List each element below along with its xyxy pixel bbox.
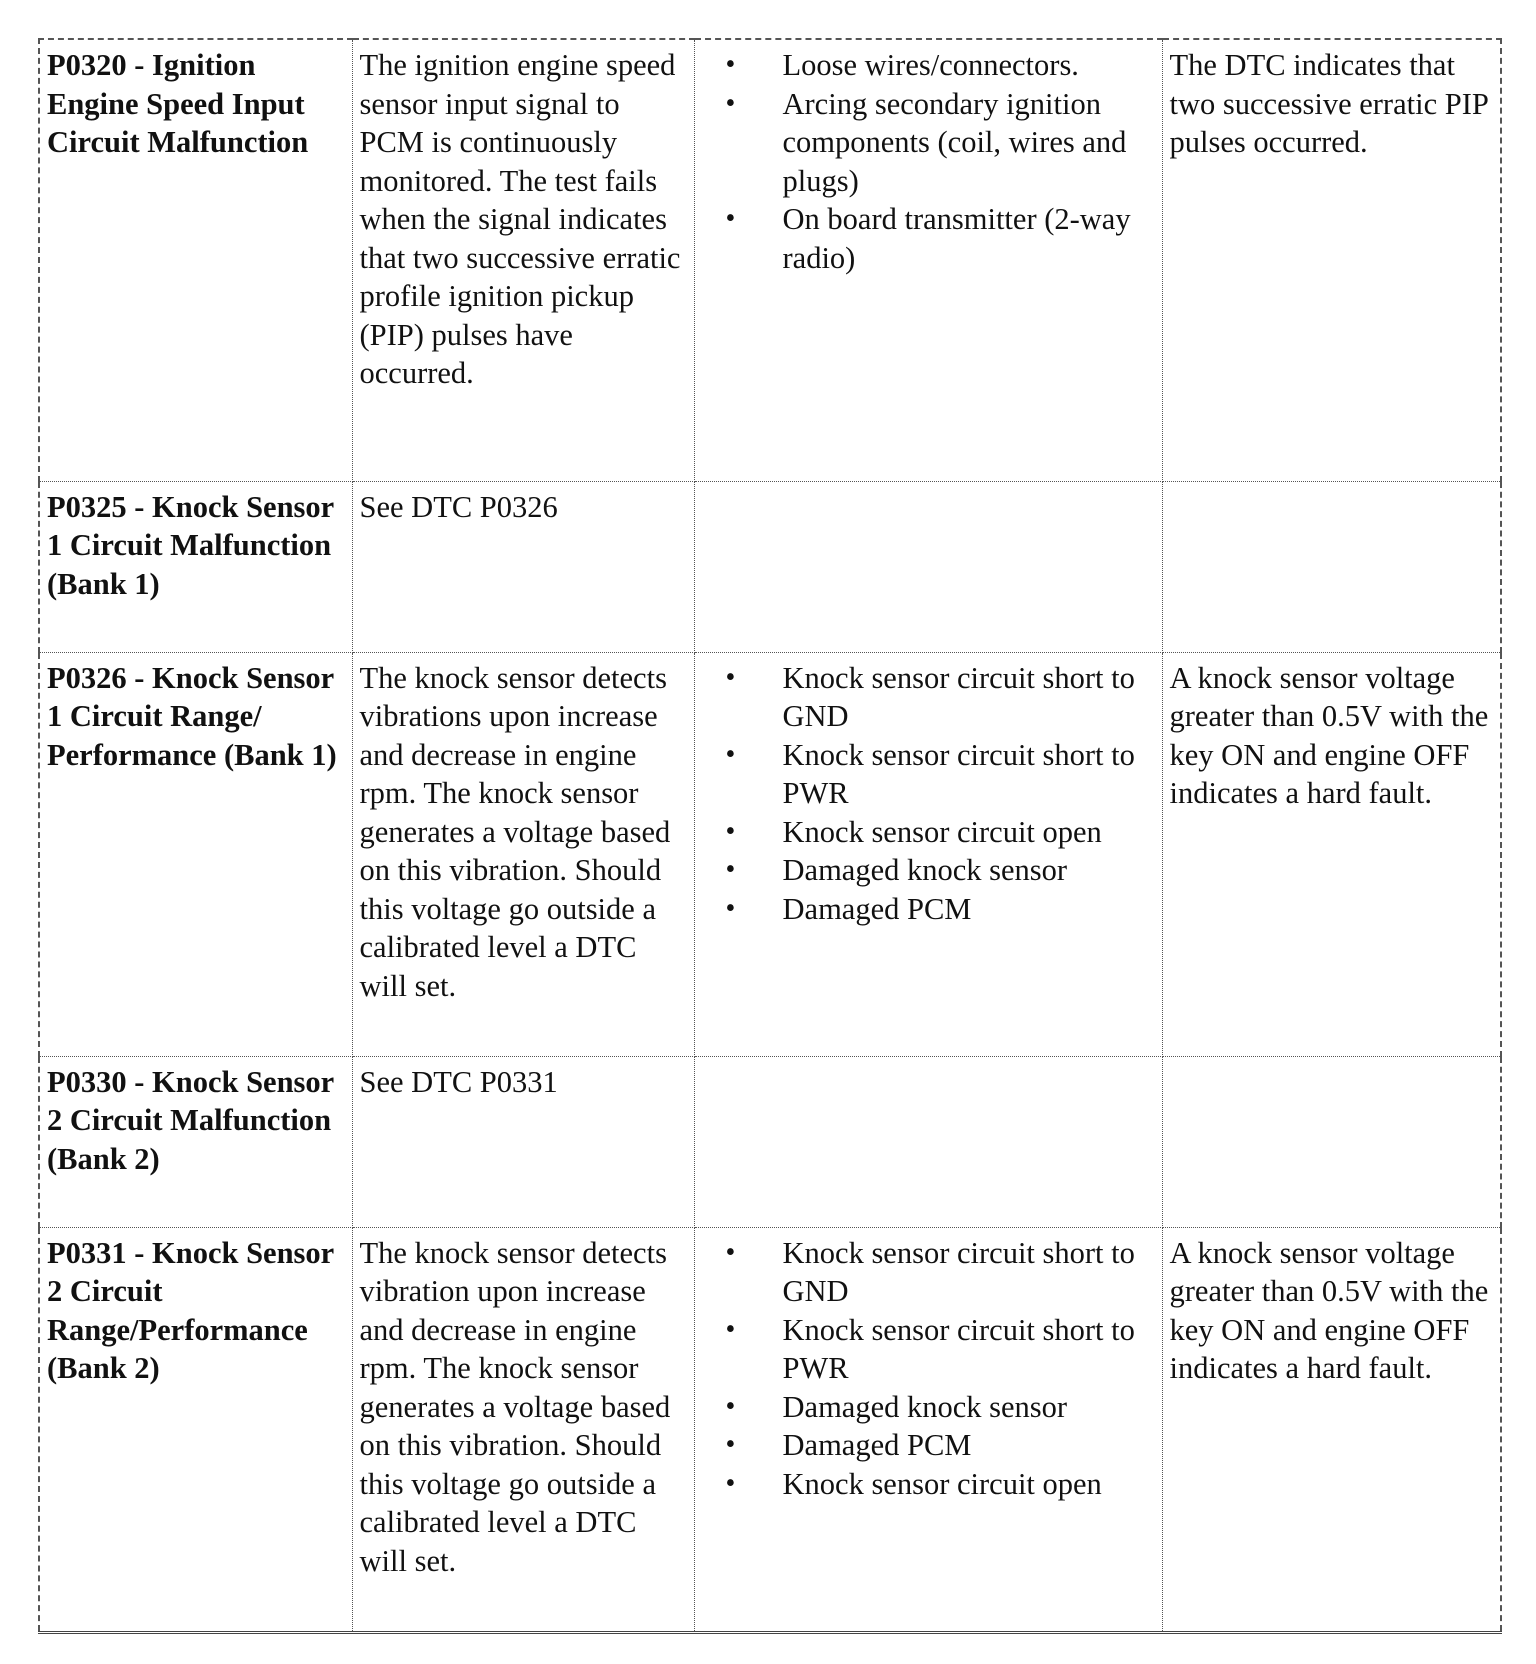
list-item: • Knock sensor circuit open <box>783 813 1158 852</box>
dtc-causes-cell <box>694 652 1162 1056</box>
list-item: • Damaged PCM <box>783 890 1158 929</box>
list-item: • On board transmitter (2-way radio) <box>783 200 1158 277</box>
dtc-description-cell: The knock sensor detects vibration upon increase and decrease in engine rpm. The knock sensor generates a voltage based on this vibration. Should this voltage go outside a calibrated level a DTC will set. <box>352 1227 694 1632</box>
dtc-causes-cell <box>694 39 1162 481</box>
causes-list <box>703 659 1158 929</box>
dtc-condition-cell: A knock sensor voltage greater than 0.5V with the key ON and engine OFF indicates a hard fault. <box>1162 652 1501 1056</box>
dtc-condition-cell <box>1162 481 1501 652</box>
dtc-description-cell: See DTC P0326 <box>352 481 694 652</box>
dtc-description-cell: The ignition engine speed sensor input signal to PCM is continuously monitored. The test fails when the signal indicates that two successive erratic profile ignition pickup (PIP) pulses have occurred. <box>352 39 694 481</box>
dtc-code-cell: P0330 - Knock Sensor 2 Circuit Malfunction (Bank 2) <box>39 1056 352 1227</box>
dtc-code-cell: P0325 - Knock Sensor 1 Circuit Malfunction (Bank 1) <box>39 481 352 652</box>
dtc-description-cell: See DTC P0331 <box>352 1056 694 1227</box>
dtc-description-cell: The knock sensor detects vibrations upon increase and decrease in engine rpm. The knock sensor generates a voltage based on this vibration. Should this voltage go outside a calibrated level a DTC will set. <box>352 652 694 1056</box>
dtc-condition-cell: The DTC indicates that two successive erratic PIP pulses occurred. <box>1162 39 1501 481</box>
dtc-causes-cell <box>694 481 1162 652</box>
causes-list <box>703 1234 1158 1504</box>
dtc-code-cell: P0326 - Knock Sensor 1 Circuit Range/ Performance (Bank 1) <box>39 652 352 1056</box>
dtc-code-cell: P0331 - Knock Sensor 2 Circuit Range/Performance (Bank 2) <box>39 1227 352 1632</box>
list-item: • Knock sensor circuit short to PWR <box>783 736 1158 813</box>
dtc-causes-cell <box>694 1227 1162 1632</box>
table-row <box>39 39 1501 481</box>
list-item: • Loose wires/connectors. <box>783 46 1158 85</box>
table-row <box>39 481 1501 652</box>
list-item: • Arcing secondary ignition components (coil, wires and plugs) <box>783 85 1158 201</box>
table-row <box>39 1227 1501 1632</box>
list-item: • Damaged PCM <box>783 1426 1158 1465</box>
dtc-code-cell: P0320 - Ignition Engine Speed Input Circuit Malfunction <box>39 39 352 481</box>
list-item: • Knock sensor circuit open <box>783 1465 1158 1504</box>
list-item: • Knock sensor circuit short to PWR <box>783 1311 1158 1388</box>
table-row <box>39 1056 1501 1227</box>
table-row <box>39 652 1501 1056</box>
list-item: • Knock sensor circuit short to GND <box>783 659 1158 736</box>
causes-list <box>703 46 1158 277</box>
list-item: • Knock sensor circuit short to GND <box>783 1234 1158 1311</box>
dtc-condition-cell: A knock sensor voltage greater than 0.5V with the key ON and engine OFF indicates a hard fault. <box>1162 1227 1501 1632</box>
list-item: • Damaged knock sensor <box>783 851 1158 890</box>
dtc-condition-cell <box>1162 1056 1501 1227</box>
dtc-table-body <box>39 39 1501 1632</box>
list-item: • Damaged knock sensor <box>783 1388 1158 1427</box>
dtc-table <box>38 38 1502 1634</box>
dtc-causes-cell <box>694 1056 1162 1227</box>
